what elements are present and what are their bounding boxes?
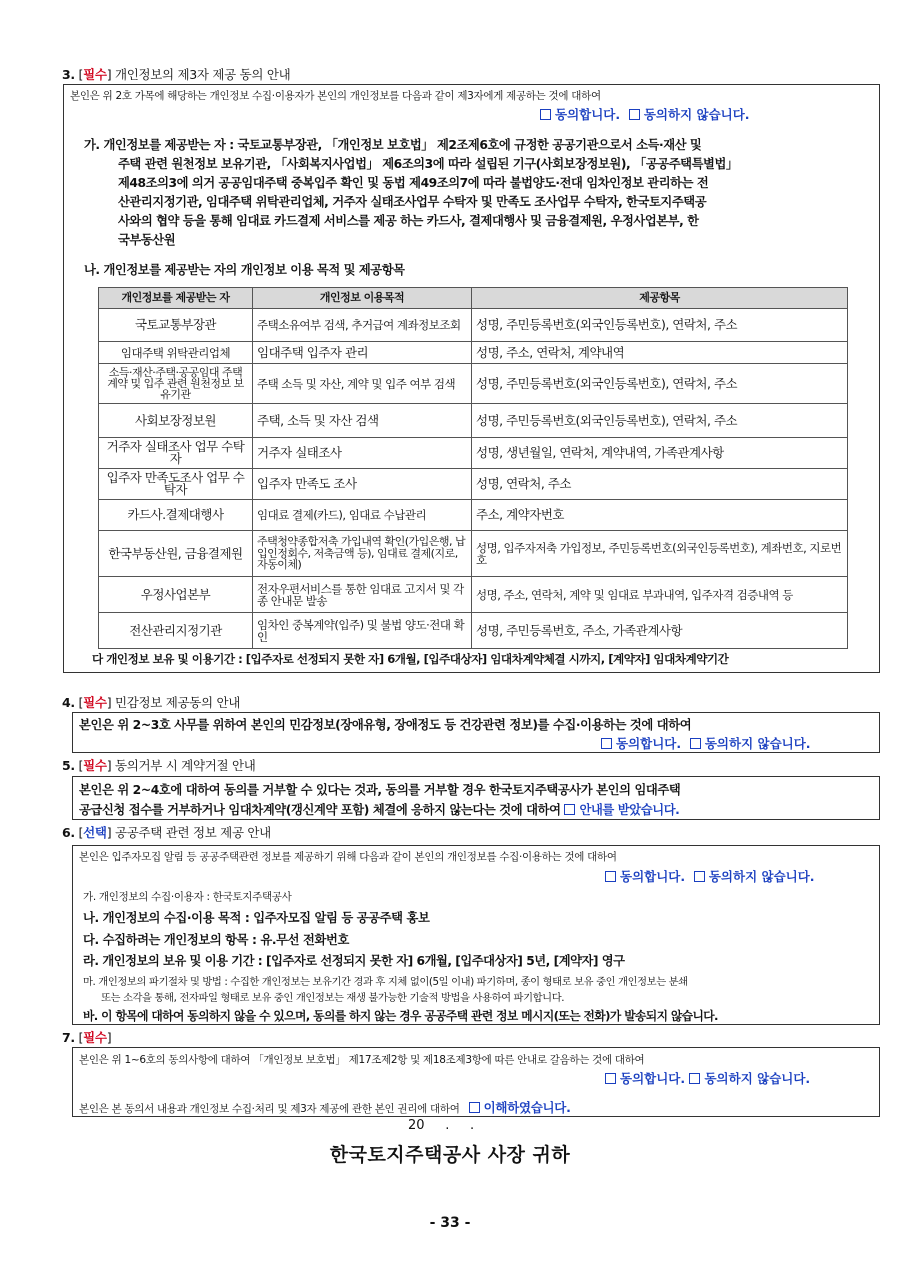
s4-agree-checkbox[interactable]: 동의합니다. — [601, 736, 681, 751]
s7-understood-checkbox[interactable]: 이해하였습니다. — [469, 1100, 571, 1115]
section4-box — [72, 712, 880, 753]
items-cell: 성명, 주민등록번호(외국인등록번호), 연락처, 주소 — [472, 309, 848, 342]
items-cell: 성명, 주소, 연락처, 계약 및 임대료 부과내역, 입주자격 검증내역 등 — [472, 577, 848, 613]
table-row — [99, 613, 848, 649]
page-number: - 33 - — [429, 1215, 471, 1231]
s6-disagree-checkbox[interactable]: 동의하지 않습니다. — [694, 869, 815, 884]
purpose-cell: 임대주택 입주자 관리 — [253, 342, 472, 364]
section5-text-line2: 공급신청 접수를 거부하거나 임대차계약(갱신계약 포함) 체결에 응하지 않는다는 것에 대하여 안내를 받았습니다. — [79, 803, 680, 817]
section6-intro: 본인은 입주자모집 알림 등 공공주택관련 정보를 제공하기 위해 다음과 같이 본인의 개인정보를 수집·이용하는 것에 대하여 — [79, 851, 617, 863]
table-row — [99, 500, 848, 531]
table-row — [99, 309, 848, 342]
table-row — [99, 577, 848, 613]
table-row — [99, 438, 848, 469]
table-header: 제공항목 — [472, 288, 848, 309]
purpose-cell: 주택 소득 및 자산, 계약 및 입주 여부 검색 — [253, 364, 472, 404]
items-cell: 성명, 생년월일, 연락처, 계약내역, 가족관계사항 — [472, 438, 848, 469]
section6-na: 나. 개인정보의 수집·이용 목적 : 입주자모집 알림 등 공공주택 홍보 — [83, 911, 430, 925]
recipient-cell: 임대주택 위탁관리업체 — [99, 342, 253, 364]
section5-box — [72, 776, 880, 820]
section6-consent — [605, 867, 815, 885]
items-cell: 성명, 주소, 연락처, 계약내역 — [472, 342, 848, 364]
recipient-cell: 입주자 만족도조사 업무 수탁자 — [99, 469, 253, 500]
table-row — [99, 531, 848, 577]
items-cell: 성명, 주민등록번호, 주소, 가족관계사항 — [472, 613, 848, 649]
s6-agree-checkbox[interactable]: 동의합니다. — [605, 869, 685, 884]
section4-consent — [601, 734, 811, 752]
section3-ga: 가. 개인정보를 제공받는 자 : 국토교통부장관, 「개인정보 보호법」 제2조제6호에 규정한 공공기관으로서 소득·재산 및 주택 관련 원천정보 보유기관, 「사회복지사업법」 제6조의3에 따라 설립된 기구(사회보장정보원), 「공공주택특별법」 제48조의3에 의거 공공임대주택 중복입주 확인 및 동법 제49조의7에 따라 불법양도·전대 임차인정보 관리하는 전 산관리지정기관, 임대주택 위탁관리업체, 거주자 실태조사업무 수탁자 및 만족도 조사업무 수탁자, 한국토지주택공 사와의 협약 등을 통해 임대료 카드결제 서비스를 제공 하는 카드사, 결제대행사 및 금융결제원, 우정사업본부, 한 국부동산원 — [84, 138, 738, 247]
signature-date: 20 . . — [408, 1118, 475, 1133]
s3-agree-checkbox[interactable]: 동의합니다. — [540, 107, 620, 122]
table-row — [99, 342, 848, 364]
checkbox-icon — [540, 109, 551, 120]
purpose-cell: 전자우편서비스를 통한 임대료 고지서 및 각종 안내문 발송 — [253, 577, 472, 613]
checkbox-icon — [469, 1102, 480, 1113]
section3-da: 다 개인정보 보유 및 이용기간 : [입주자로 선정되지 못한 자] 6개월, [입주대상자] 임대차계약체결 시까지, [계약자] 임대차계약기간 — [92, 652, 729, 666]
section3-consent — [540, 105, 750, 123]
items-cell: 성명, 주민등록번호(외국인등록번호), 연락처, 주소 — [472, 404, 848, 438]
s4-disagree-checkbox[interactable]: 동의하지 않습니다. — [690, 736, 811, 751]
section3-intro: 본인은 위 2호 가목에 해당하는 개인정보 수집·이용자가 본인의 개인정보를 다음과 같이 제3자에게 제공하는 것에 대하여 — [70, 90, 601, 102]
recipient-cell: 한국부동산원, 금융결제원 — [99, 531, 253, 577]
s5-confirm-checkbox[interactable]: 안내를 받았습니다. — [564, 803, 679, 817]
checkbox-icon — [690, 738, 701, 749]
recipient-cell: 전산관리지정기관 — [99, 613, 253, 649]
s7-disagree-checkbox[interactable]: 동의하지 않습니다. — [689, 1071, 810, 1086]
purpose-cell: 임대료 결제(카드), 임대료 수납관리 — [253, 500, 472, 531]
recipient-cell: 우정사업본부 — [99, 577, 253, 613]
purpose-cell: 입주자 만족도 조사 — [253, 469, 472, 500]
table-header: 개인정보를 제공받는 자 — [99, 288, 253, 309]
s7-agree-checkbox[interactable]: 동의합니다. — [605, 1071, 685, 1086]
table-header: 개인정보 이용목적 — [253, 288, 472, 309]
recipients-table — [98, 287, 848, 649]
section4-text: 본인은 위 2~3호 사무를 위하여 본인의 민감정보(장애유형, 장애정도 등 건강관련 정보)를 수집·이용하는 것에 대하여 — [79, 718, 692, 732]
checkbox-icon — [694, 871, 705, 882]
section6-heading: 6. [선택] 공공주택 관련 정보 제공 안내 — [62, 825, 271, 840]
section7-consent — [605, 1069, 810, 1087]
s3-disagree-checkbox[interactable]: 동의하지 않습니다. — [629, 107, 750, 122]
section7-line1: 본인은 위 1~6호의 동의사항에 대하여 「개인정보 보호법」 제17조제2항 및 제18조제3항에 따른 안내로 갈음하는 것에 대하여 — [79, 1054, 645, 1066]
section6-ma-line1: 마. 개인정보의 파기절차 및 방법 : 수집한 개인정보는 보유기간 경과 후 지체 없이(5일 이내) 파기하며, 종이 형태로 보유 중인 개인정보는 분쇄 — [83, 976, 688, 988]
section6-ma-line2: 또는 소각을 통해, 전자파일 형태로 보유 중인 개인정보는 재생 불가능한 기술적 방법을 사용하여 파기합니다. — [101, 992, 565, 1004]
table-row — [99, 404, 848, 438]
addressee: 한국토지주택공사 사장 귀하 — [329, 1144, 571, 1166]
purpose-cell: 주택, 소득 및 자산 검색 — [253, 404, 472, 438]
section6-ga: 가. 개인정보의 수집·이용자 : 한국토지주택공사 — [83, 891, 292, 903]
section6-ba: 바. 이 항목에 대하여 동의하지 않을 수 있으며, 동의를 하지 않는 경우 공공주택 관련 정보 메시지(또는 전화)가 발송되지 않습니다. — [83, 1009, 718, 1023]
section4-heading: 4. [필수] 민감정보 제공동의 안내 — [62, 695, 241, 710]
checkbox-icon — [564, 804, 575, 815]
section5-text-line1: 본인은 위 2~4호에 대하여 동의를 거부할 수 있다는 것과, 동의를 거부할 경우 한국토지주택공사가 본인의 임대주택 — [79, 783, 681, 797]
section3-heading: 3. [필수] 개인정보의 제3자 제공 동의 안내 — [62, 67, 291, 82]
section7-heading: 7. [필수] — [62, 1030, 112, 1045]
section6-box — [72, 845, 880, 1025]
section5-heading: 5. [필수] 동의거부 시 계약거절 안내 — [62, 758, 256, 773]
checkbox-icon — [605, 871, 616, 882]
recipient-cell: 사회보장정보원 — [99, 404, 253, 438]
checkbox-icon — [601, 738, 612, 749]
table-row — [99, 364, 848, 404]
section3-box — [63, 84, 880, 673]
section7-line2: 본인은 본 동의서 내용과 개인정보 수집·처리 및 제3자 제공에 관한 본인 권리에 대하여 이해하였습니다. — [79, 1100, 571, 1115]
checkbox-icon — [605, 1073, 616, 1084]
purpose-cell: 주택소유여부 검색, 추거급여 계좌정보조회 — [253, 309, 472, 342]
purpose-cell: 임차인 중복계약(입주) 및 불법 양도·전대 확인 — [253, 613, 472, 649]
section3-na: 나. 개인정보를 제공받는 자의 개인정보 이용 목적 및 제공항목 — [84, 263, 405, 277]
recipient-cell: 소득·재산·주택·공공임대 주택 계약 및 입주 관련 원천정보 보유기관 — [99, 364, 253, 404]
items-cell: 주소, 계약자번호 — [472, 500, 848, 531]
recipient-cell: 국토교통부장관 — [99, 309, 253, 342]
items-cell: 성명, 주민등록번호(외국인등록번호), 연락처, 주소 — [472, 364, 848, 404]
checkbox-icon — [689, 1073, 700, 1084]
recipient-cell: 거주자 실태조사 업무 수탁자 — [99, 438, 253, 469]
table-row — [99, 469, 848, 500]
purpose-cell: 주택청약종합저축 가입내역 확인(가입은행, 납입인정회수, 저축금액 등), 임대료 결제(지로,자동이체) — [253, 531, 472, 577]
recipient-cell: 카드사.결제대행사 — [99, 500, 253, 531]
section6-da: 다. 수집하려는 개인정보의 항목 : 유.무선 전화번호 — [83, 933, 349, 947]
items-cell: 성명, 연락처, 주소 — [472, 469, 848, 500]
items-cell: 성명, 입주자저축 가입정보, 주민등록번호(외국인등록번호), 계좌번호, 지로번호 — [472, 531, 848, 577]
section6-ra: 라. 개인정보의 보유 및 이용 기간 : [입주자로 선정되지 못한 자] 6개월, [입주대상자] 5년, [계약자] 영구 — [83, 954, 625, 968]
checkbox-icon — [629, 109, 640, 120]
purpose-cell: 거주자 실태조사 — [253, 438, 472, 469]
section7-box — [72, 1047, 880, 1117]
